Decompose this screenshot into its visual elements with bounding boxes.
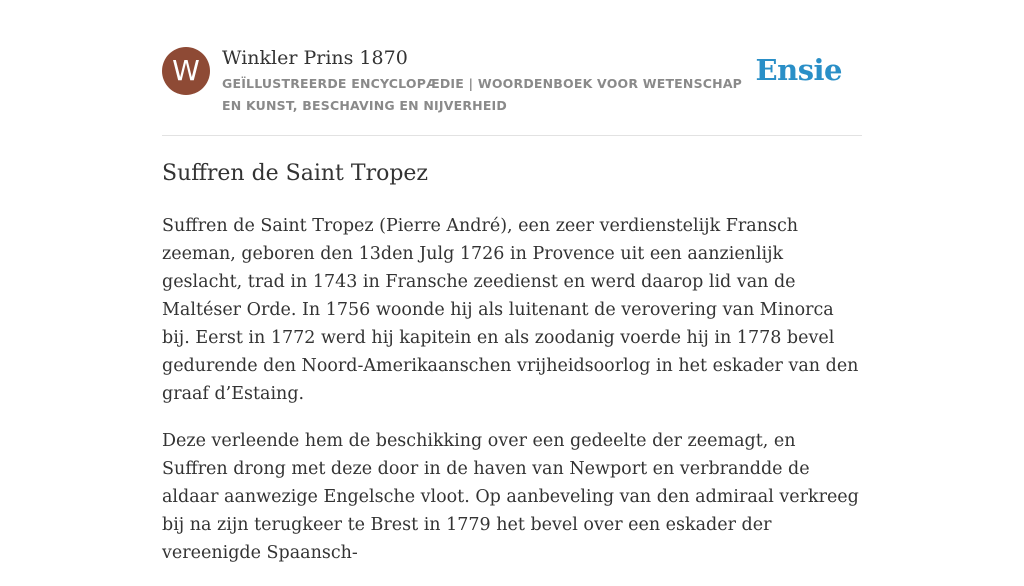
article-paragraph-2: Deze verleende hem de beschikking over een gedeelte der zeemagt, en Suffren drong met deze door in de haven van Newport en verbrandde de aldaar aanwezige Engelsche vloot. Op aanbeveling van den admiraal verkreeg bij na zijn terugkeer te Brest in 1779 het bevel over een eskader der vereenigde Spaansch- xyxy=(162,431,859,563)
ensie-logo[interactable]: Ensie xyxy=(755,53,842,87)
article-paragraph-1: Suffren de Saint Tropez (Pierre André), een zeer verdienstelijk Fransch zeeman, geboren den 13den Julg 1726 in Provence uit een aanzienlijk geslacht, trad in 1743 in Fransche zeedienst en werd daarop lid van de Maltéser Orde. In 1756 woonde hij als luitenant de verovering van Minorca bij. Eerst in 1772 werd hij kapitein en als zoodanig voerde hij in 1778 bevel gedurende den Noord-Amerikaanschen vrijheidsoorlog in het eskader van den graaf d’Estaing. xyxy=(162,216,859,404)
article-body xyxy=(162,212,862,586)
source-avatar[interactable]: W xyxy=(162,47,210,95)
source-subtitle: GEÏLLUSTREERDE ENCYCLOPÆDIE | WOORDENBOEK VOOR WETENSCHAP EN KUNST, BESCHAVING EN NIJVERHEID xyxy=(222,76,743,113)
source-header xyxy=(162,0,862,136)
article-title: Suffren de Saint Tropez xyxy=(162,161,429,186)
source-title-link[interactable]: Winkler Prins 1870 xyxy=(222,47,408,69)
content-container xyxy=(162,0,862,563)
